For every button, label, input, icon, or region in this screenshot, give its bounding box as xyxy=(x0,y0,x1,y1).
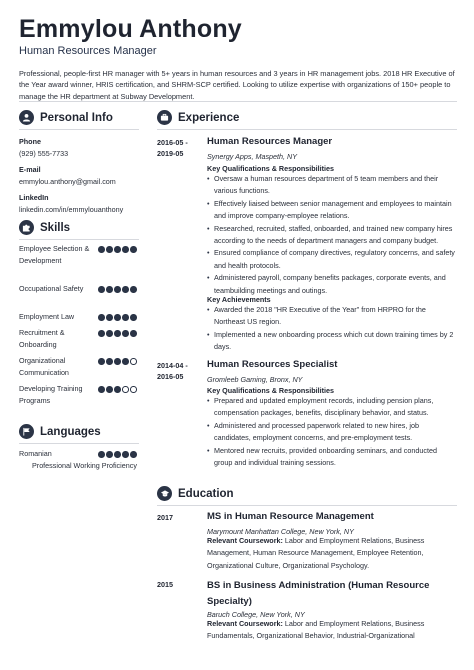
rating-dot-filled xyxy=(114,286,121,293)
rating-dot-filled xyxy=(122,330,129,337)
education-degree xyxy=(207,578,429,610)
rating-dot-filled xyxy=(98,286,105,293)
coursework-label: Relevant Coursework: xyxy=(207,619,283,628)
skill-rating xyxy=(98,246,137,253)
rating-dot-filled xyxy=(130,330,137,337)
rating-dot-filled xyxy=(122,286,129,293)
rating-dot-empty xyxy=(130,386,137,393)
list-item: • Prepared and updated employment records, including pension plans, compensation packages, benefits, disciplinary behavior, and status. xyxy=(207,395,457,420)
skill-rating xyxy=(98,330,137,337)
education-year: 2015 xyxy=(157,580,173,589)
skill-rating xyxy=(98,286,137,293)
skill-name: Developing Training Programs xyxy=(19,384,83,405)
rating-dot-filled xyxy=(114,246,121,253)
coursework-text: Labor and Employment Relations, Business Fundamentals, Organizational Behavior, Industrial-Organizational xyxy=(207,619,425,641)
rating-dot-filled xyxy=(106,314,113,321)
education-coursework xyxy=(207,618,459,643)
rating-dot-filled xyxy=(106,386,113,393)
skill-rating xyxy=(98,314,137,321)
rating-dot-filled xyxy=(130,246,137,253)
personal-info-heading xyxy=(19,110,113,125)
list-item: • Administered payroll, company benefits packages, corporate events, and teambuilding meetings and outings. xyxy=(207,272,457,297)
rating-dot-filled xyxy=(106,358,113,365)
job-title: Human Resources Manager xyxy=(19,45,157,57)
coursework-text: Labor and Employment Relations, Business Management, Human Resource Management, Employee Retention, Organizational Culture, Organizational Psychology. xyxy=(207,536,425,570)
degree-line: Specialty) xyxy=(207,596,252,607)
rating-dot-filled xyxy=(122,451,129,458)
section-divider xyxy=(157,129,457,130)
list-item: • Implemented a new onboarding process which cut down training times by 2 days. xyxy=(207,329,457,354)
language-level: Professional Working Proficiency xyxy=(32,461,137,470)
rating-dot-filled xyxy=(98,246,105,253)
skill-rating xyxy=(98,386,137,393)
skill-name: Employment Law xyxy=(19,312,75,321)
education-school: Baruch College, New York, NY xyxy=(207,610,305,619)
email-label: E-mail xyxy=(19,165,41,174)
section-divider xyxy=(19,239,139,240)
section-title: Experience xyxy=(178,111,240,124)
skill-name: Recruitment & Onboarding xyxy=(19,328,65,349)
skill-name: Employee Selection & Development xyxy=(19,244,90,265)
flag-icon xyxy=(19,424,34,439)
section-divider xyxy=(19,129,139,130)
skill-rating xyxy=(98,358,137,365)
rating-dot-filled xyxy=(106,246,113,253)
linkedin-value[interactable]: linkedin.com/in/emmylouanthony xyxy=(19,205,124,214)
bullet-list xyxy=(207,304,457,354)
section-divider xyxy=(157,505,457,506)
list-item: • Administered and processed paperwork related to new hires, job candidates, employment concerns, and pre-employment tests. xyxy=(207,420,457,445)
section-title: Skills xyxy=(40,221,71,234)
briefcase-icon xyxy=(157,110,172,125)
education-degree: MS in Human Resource Management xyxy=(207,511,374,522)
rating-dot-filled xyxy=(106,451,113,458)
rating-dot-filled xyxy=(114,451,121,458)
rating-dot-filled xyxy=(130,451,137,458)
candidate-name: Emmylou Anthony xyxy=(19,15,242,43)
phone-value[interactable]: (929) 555-7733 xyxy=(19,149,69,158)
rating-dot-filled xyxy=(130,286,137,293)
language-rating xyxy=(98,451,137,458)
graduation-cap-icon xyxy=(157,486,172,501)
education-coursework xyxy=(207,535,459,572)
job-dates: 2016-05 - 2019-05 xyxy=(157,138,188,158)
rating-dot-filled xyxy=(98,451,105,458)
rating-dot-filled xyxy=(114,358,121,365)
list-item: • Oversaw a human resources department of 5 team members and their various functions. xyxy=(207,173,457,198)
education-heading xyxy=(157,486,234,501)
profile-summary: Professional, people-first HR manager with 5+ years in human resources and 3 years in HR management jobs. 2018 HR Executive of the Year award winner, HRIS certification, and SHRM-SCP certified. Looking to utilize expertise with organizations of 150+ people to manage the HR department at Subway Development. xyxy=(19,69,455,101)
rating-dot-empty xyxy=(122,386,129,393)
rating-dot-filled xyxy=(122,358,129,365)
job-dates: 2014-04 - 2016-05 xyxy=(157,361,188,381)
section-title: Personal Info xyxy=(40,111,113,124)
skills-heading xyxy=(19,220,70,235)
section-divider xyxy=(19,443,139,444)
bullet-list xyxy=(207,173,457,297)
list-item: • Mentored new recruits, provided onboarding seminars, and conducted group and individual training sessions. xyxy=(207,445,457,470)
rating-dot-filled xyxy=(98,386,105,393)
bullet-list xyxy=(207,395,457,469)
rating-dot-filled xyxy=(98,358,105,365)
rating-dot-empty xyxy=(130,358,137,365)
list-item: • Ensured compliance of company directives, regulatory concerns, and safety and health protocols. xyxy=(207,247,457,272)
rating-dot-filled xyxy=(122,246,129,253)
job-role: Human Resources Manager xyxy=(207,136,333,147)
list-item: • Researched, recruited, staffed, onboarded, and trained new company hires according to the needs of department managers and company budget. xyxy=(207,223,457,248)
rating-dot-filled xyxy=(106,286,113,293)
linkedin-label: LinkedIn xyxy=(19,193,49,202)
rating-dot-filled xyxy=(106,330,113,337)
list-item: • Awarded the 2018 "HR Executive of the Year" from HRPRO for the Northeast US region. xyxy=(207,304,457,329)
job-company: Gromleeb Gaming, Bronx, NY xyxy=(207,375,303,384)
education-year: 2017 xyxy=(157,513,173,522)
rating-dot-filled xyxy=(130,314,137,321)
skill-name: Organizational Communication xyxy=(19,356,69,377)
phone-label: Phone xyxy=(19,137,41,146)
education-school: Marymount Manhattan College, New York, NY xyxy=(207,527,354,536)
job-role: Human Resources Specialist xyxy=(207,359,338,370)
job-company: Synergy Apps, Maspeth, NY xyxy=(207,152,298,161)
list-item: • Effectively liaised between senior management and employees to maintain and improve company-employee relations. xyxy=(207,198,457,223)
rating-dot-filled xyxy=(114,314,121,321)
rating-dot-filled xyxy=(114,330,121,337)
skill-name: Occupational Safety xyxy=(19,284,84,293)
rating-dot-filled xyxy=(122,314,129,321)
header-divider xyxy=(19,101,457,102)
subsection-heading: Key Qualifications & Responsibilities xyxy=(207,164,335,173)
section-title: Education xyxy=(178,487,234,500)
rating-dot-filled xyxy=(114,386,121,393)
degree-line: BS in Business Administration (Human Resource xyxy=(207,580,430,591)
section-title: Languages xyxy=(40,425,101,438)
rating-dot-filled xyxy=(98,314,105,321)
experience-heading xyxy=(157,110,239,125)
rating-dot-filled xyxy=(98,330,105,337)
person-icon xyxy=(19,110,34,125)
subsection-heading: Key Achievements xyxy=(207,295,271,304)
coursework-label: Relevant Coursework: xyxy=(207,536,283,545)
puzzle-icon xyxy=(19,220,34,235)
email-value[interactable]: emmylou.anthony@gmail.com xyxy=(19,177,116,186)
languages-heading xyxy=(19,424,101,439)
subsection-heading: Key Qualifications & Responsibilities xyxy=(207,386,335,395)
language-name: Romanian xyxy=(19,449,52,458)
